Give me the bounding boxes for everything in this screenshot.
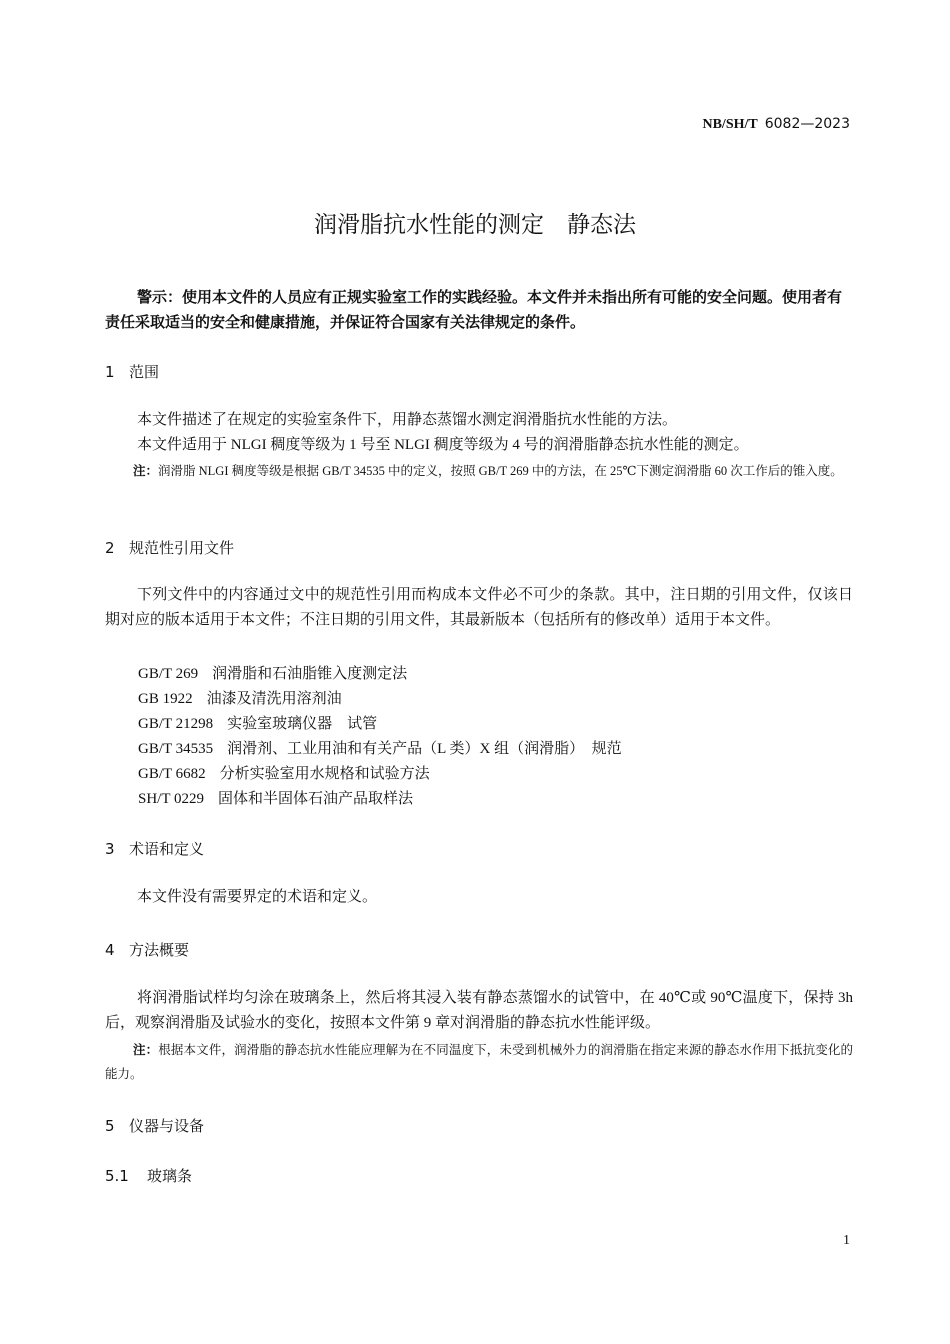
paragraph: 本文件描述了在规定的实验室条件下，用静态蒸馏水测定润滑脂抗水性能的方法。 [137, 412, 678, 428]
reference-item [138, 762, 430, 783]
reference-title: 润滑脂和石油脂锥入度测定法 [212, 666, 408, 682]
section-title: 范围 [129, 363, 160, 381]
section-title: 玻璃条 [147, 1167, 193, 1185]
reference-code: GB/T 34535 [138, 741, 214, 757]
reference-item [138, 737, 622, 758]
reference-title: 油漆及清洗用溶剂油 [206, 691, 342, 707]
note [105, 1038, 853, 1086]
section-number: 4 [105, 941, 115, 959]
page-number: 1 [843, 1233, 850, 1248]
note-label: 注： [133, 1043, 159, 1057]
reference-code: SH/T 0229 [138, 791, 204, 807]
note-text: 根据本文件，润滑脂的静态抗水性能应理解为在不同温度下，未受到机械外力的润滑脂在指定来源的静态水作用下抵抗变化的能力。 [105, 1043, 853, 1081]
section-title: 方法概要 [129, 941, 190, 959]
reference-title: 固体和半固体石油产品取样法 [217, 791, 413, 807]
note-text: 润滑脂 NLGI 稠度等级是根据 GB/T 34535 中的定义，按照 GB/T 269 中的方法，在 25℃下测定润滑脂 60 次工作后的锥入度。 [158, 464, 843, 478]
paragraph: 下列文件中的内容通过文中的规范性引用而构成本文件必不可少的条款。其中，注日期的引用文件，仅该日期对应的版本适用于本文件；不注日期的引用文件，其最新版本（包括所有的修改单）适用于本文件。 [105, 587, 853, 628]
subsection-5-1-heading [105, 1165, 192, 1186]
reference-code: GB/T 269 [138, 666, 199, 682]
section-number: 1 [105, 363, 115, 381]
section-title: 术语和定义 [129, 840, 205, 858]
paragraph: 将润滑脂试样均匀涂在玻璃条上，然后将其浸入装有静态蒸馏水的试管中，在 40℃或 90℃温度下，保持 3h 后，观察润滑脂及试验水的变化，按照本文件第 9 章对润滑脂的静态抗水性能评级。 [105, 990, 853, 1031]
section-4-heading [105, 939, 189, 960]
reference-title: 分析实验室用水规格和试验方法 [219, 766, 430, 782]
note-label: 注： [133, 464, 159, 478]
note [105, 459, 853, 483]
paragraph: 本文件适用于 NLGI 稠度等级为 1 号至 NLGI 稠度等级为 4 号的润滑脂静态抗水性能的测定。 [137, 437, 749, 453]
standard-code [702, 116, 850, 133]
reference-code: GB 1922 [138, 691, 193, 707]
section-3-heading [105, 838, 204, 859]
reference-code: GB/T 6682 [138, 766, 206, 782]
reference-title: 润滑剂、工业用油和有关产品（L 类）X 组（润滑脂） 规范 [227, 741, 622, 757]
reference-item [138, 712, 377, 733]
paragraph: 本文件没有需要界定的术语和定义。 [137, 889, 378, 905]
section-number: 5 [105, 1117, 115, 1135]
standard-prefix: NB/SH/T [702, 117, 758, 132]
section-title: 仪器与设备 [129, 1117, 205, 1135]
section-number: 2 [105, 539, 115, 557]
reference-title: 实验室玻璃仪器 试管 [227, 716, 378, 732]
section-title: 规范性引用文件 [129, 539, 235, 557]
standard-number: 6082—2023 [764, 116, 850, 132]
section-5-heading [105, 1115, 204, 1136]
document-title: 润滑脂抗水性能的测定 静态法 [314, 212, 636, 238]
section-number: 3 [105, 840, 115, 858]
section-2-heading [105, 537, 234, 558]
reference-item [138, 687, 342, 708]
section-number: 5.1 [105, 1167, 129, 1185]
reference-item [138, 662, 407, 683]
reference-code: GB/T 21298 [138, 716, 214, 732]
section-1-heading [105, 361, 159, 382]
reference-item [138, 787, 413, 808]
safety-warning: 警示：使用本文件的人员应有正规实验室工作的实践经验。本文件并未指出所有可能的安全问题。使用者有责任采取适当的安全和健康措施，并保证符合国家有关法律规定的条件。 [105, 288, 843, 331]
